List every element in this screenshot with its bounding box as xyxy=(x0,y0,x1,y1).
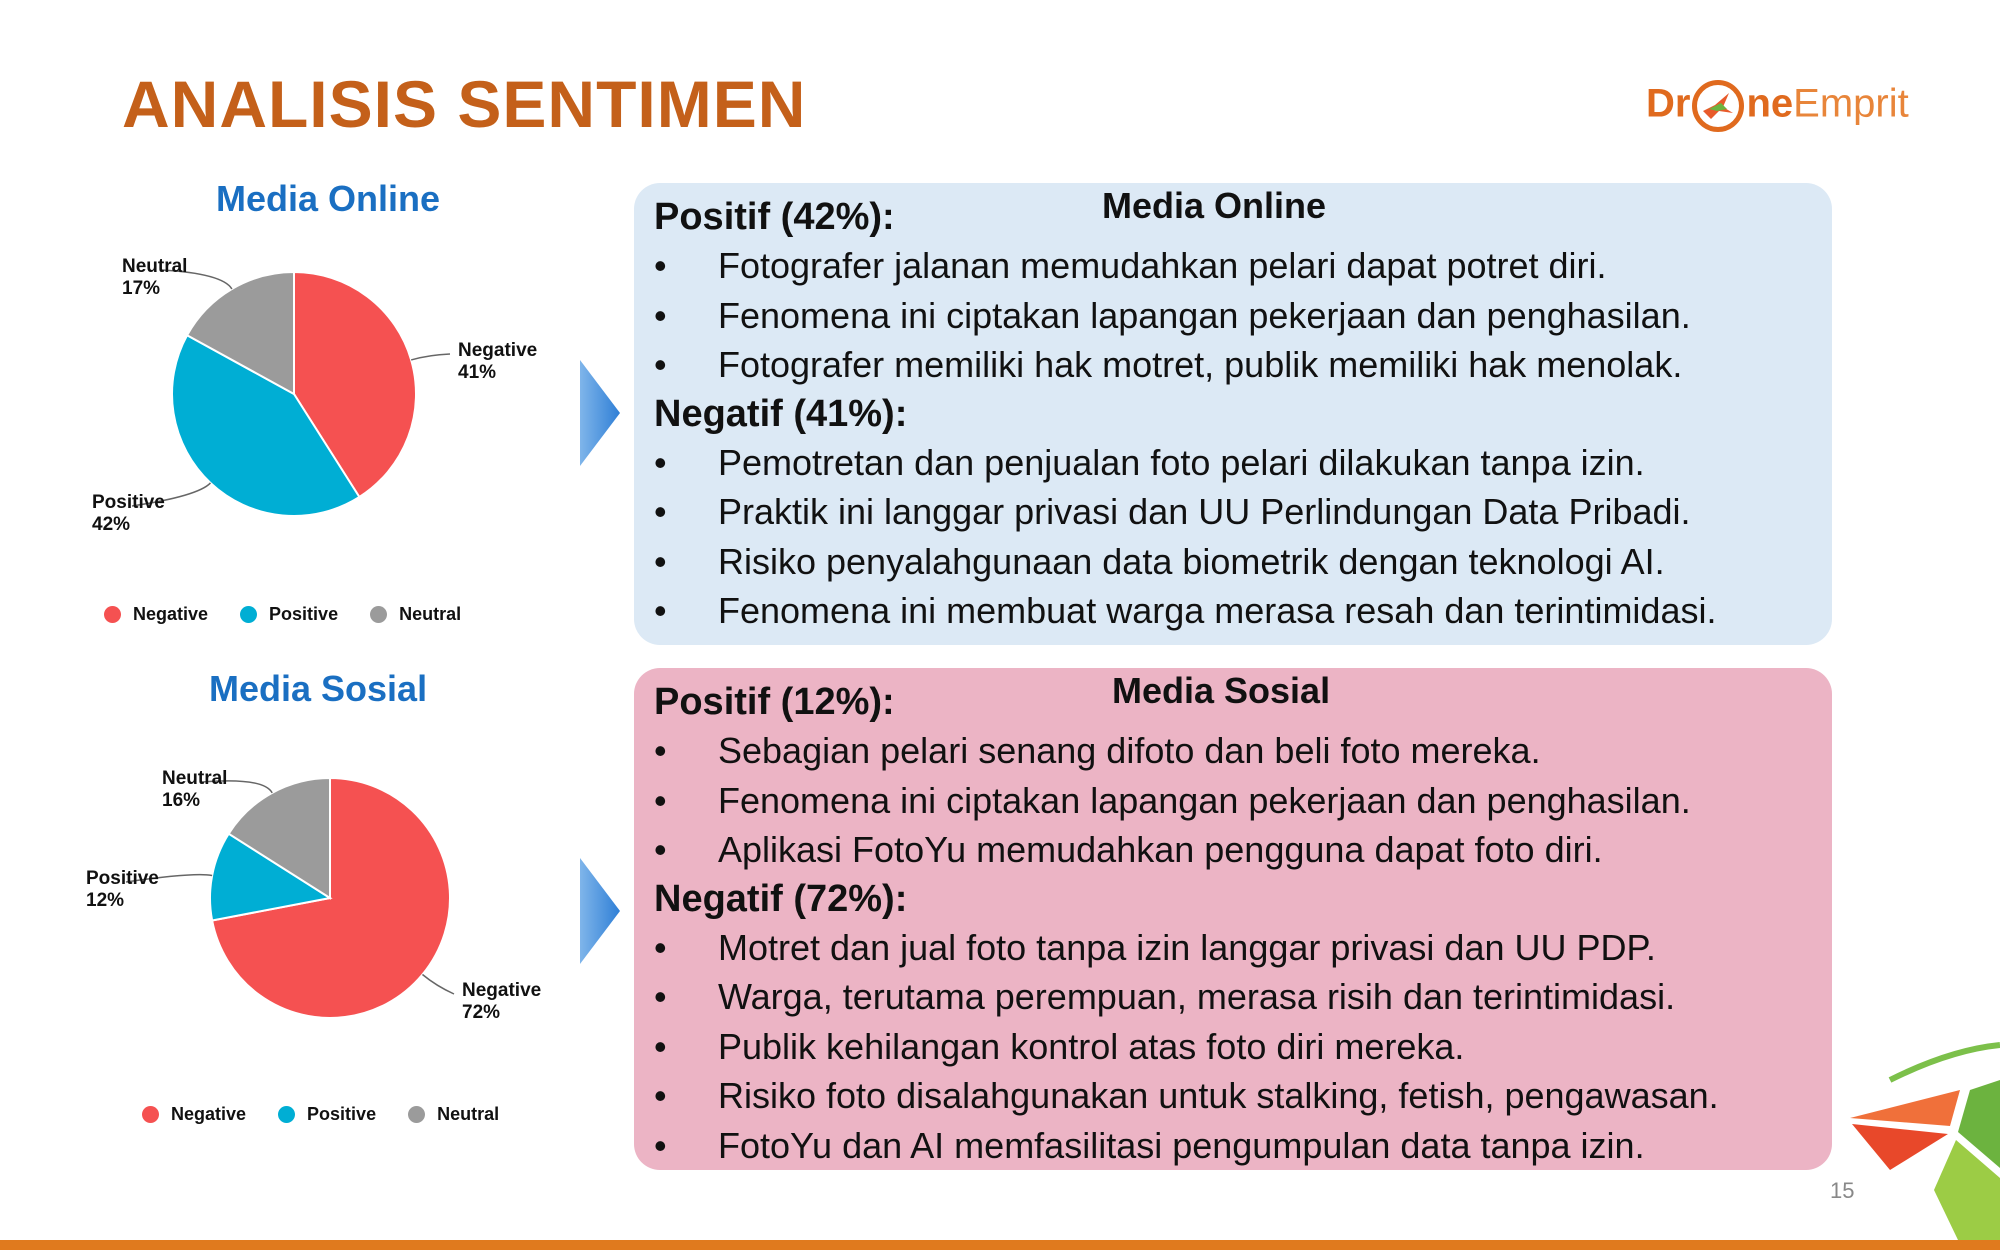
legend-negative-dot xyxy=(142,1106,159,1123)
chart-title-media-online: Media Online xyxy=(216,178,441,219)
slice-value-positive: 12% xyxy=(86,890,125,911)
legend-item-positive xyxy=(240,604,338,625)
list-item: • FotoYu dan AI memfasilitasi pengumpulan data tanpa izin. xyxy=(654,1121,1810,1171)
list-item: • Praktik ini langgar privasi dan UU Perlindungan Data Pribadi. xyxy=(654,487,1810,537)
arrow-right-icon xyxy=(578,358,622,468)
list-item: • Fenomena ini membuat warga merasa resah dan terintimidasi. xyxy=(654,586,1810,636)
list-item: • Sebagian pelari senang difoto dan beli foto mereka. xyxy=(654,726,1810,776)
legend-negative-dot xyxy=(104,606,121,623)
pie-chart-media-online xyxy=(70,250,630,550)
panel-title-media-online: Media Online xyxy=(1102,185,1327,226)
slice-label-positive: Positive xyxy=(92,492,165,513)
logo-text-part3: Emprit xyxy=(1793,81,1909,126)
chart-title-media-sosial: Media Sosial xyxy=(209,668,428,709)
list-item: • Warga, terutama perempuan, merasa risih dan terintimidasi. xyxy=(654,972,1810,1022)
list-item: • Risiko penyalahgunaan data biometrik dengan teknologi AI. xyxy=(654,537,1810,587)
page-title: ANALISIS SENTIMEN xyxy=(122,67,807,141)
pie-chart-media-sosial xyxy=(70,750,630,1050)
legend-media-online xyxy=(104,604,493,625)
legend-neutral-label: Neutral xyxy=(437,1104,500,1124)
negative-list xyxy=(654,438,1810,636)
slice-value-negative: 41% xyxy=(458,362,497,383)
slice-label-negative: Negative xyxy=(458,340,538,361)
list-item: • Fenomena ini ciptakan lapangan pekerjaan dan penghasilan. xyxy=(654,776,1810,826)
slice-label-neutral: Neutral xyxy=(162,768,228,789)
panel-title-media-sosial: Media Sosial xyxy=(1112,670,1331,711)
slice-label-neutral: Neutral xyxy=(122,256,188,277)
list-item: • Fenomena ini ciptakan lapangan pekerjaan dan penghasilan. xyxy=(654,291,1810,341)
positive-list xyxy=(654,726,1810,875)
legend-negative-label: Negative xyxy=(171,1104,247,1124)
page-number: 15 xyxy=(1830,1178,1855,1203)
list-item: • Publik kehilangan kontrol atas foto diri mereka. xyxy=(654,1022,1810,1072)
legend-positive-dot xyxy=(240,606,257,623)
panel-media-online xyxy=(634,183,1832,645)
leader-line-negative xyxy=(411,354,450,360)
list-item: • Risiko foto disalahgunakan untuk stalking, fetish, pengawasan. xyxy=(654,1071,1810,1121)
negative-heading: Negatif (72%): xyxy=(654,877,908,920)
leader-line-negative xyxy=(422,974,454,994)
slice-value-positive: 42% xyxy=(92,514,131,535)
list-item: • Fotografer jalanan memudahkan pelari dapat potret diri. xyxy=(654,241,1810,291)
slice-label-positive: Positive xyxy=(86,868,159,889)
positive-list xyxy=(654,241,1810,390)
legend-item-neutral xyxy=(370,604,461,625)
legend-media-sosial xyxy=(142,1104,531,1125)
drone-emprit-logo xyxy=(1646,70,1916,140)
logo-text-part2: ne xyxy=(1746,81,1794,126)
logo-bird-icon xyxy=(1692,80,1744,132)
positive-heading: Positif (42%): xyxy=(654,196,895,238)
decorative-corner-graphic xyxy=(1830,1040,2000,1240)
bottom-accent-bar xyxy=(0,1240,2000,1250)
legend-neutral-label: Neutral xyxy=(399,604,462,624)
negative-list xyxy=(654,923,1810,1171)
legend-positive-label: Positive xyxy=(269,604,339,624)
legend-positive-label: Positive xyxy=(307,1104,377,1124)
legend-item-negative xyxy=(142,1104,246,1125)
slice-value-negative: 72% xyxy=(462,1002,501,1023)
legend-neutral-dot xyxy=(370,606,387,623)
legend-item-neutral xyxy=(408,1104,499,1125)
arrow-right-icon xyxy=(578,856,622,966)
logo-text-part1: Dr xyxy=(1646,81,1691,126)
legend-item-positive xyxy=(278,1104,376,1125)
list-item: • Fotografer memiliki hak motret, publik memiliki hak menolak. xyxy=(654,340,1810,390)
slice-label-negative: Negative xyxy=(462,980,542,1001)
panel-media-sosial xyxy=(634,668,1832,1170)
legend-negative-label: Negative xyxy=(133,604,209,624)
legend-positive-dot xyxy=(278,1106,295,1123)
list-item: • Aplikasi FotoYu memudahkan pengguna dapat foto diri. xyxy=(654,825,1810,875)
legend-item-negative xyxy=(104,604,208,625)
legend-neutral-dot xyxy=(408,1106,425,1123)
list-item: • Pemotretan dan penjualan foto pelari dilakukan tanpa izin. xyxy=(654,438,1810,488)
positive-heading: Positif (12%): xyxy=(654,681,895,723)
list-item: • Motret dan jual foto tanpa izin langgar privasi dan UU PDP. xyxy=(654,923,1810,973)
negative-heading: Negatif (41%): xyxy=(654,392,908,435)
slice-value-neutral: 17% xyxy=(122,278,161,299)
slice-value-neutral: 16% xyxy=(162,790,201,811)
